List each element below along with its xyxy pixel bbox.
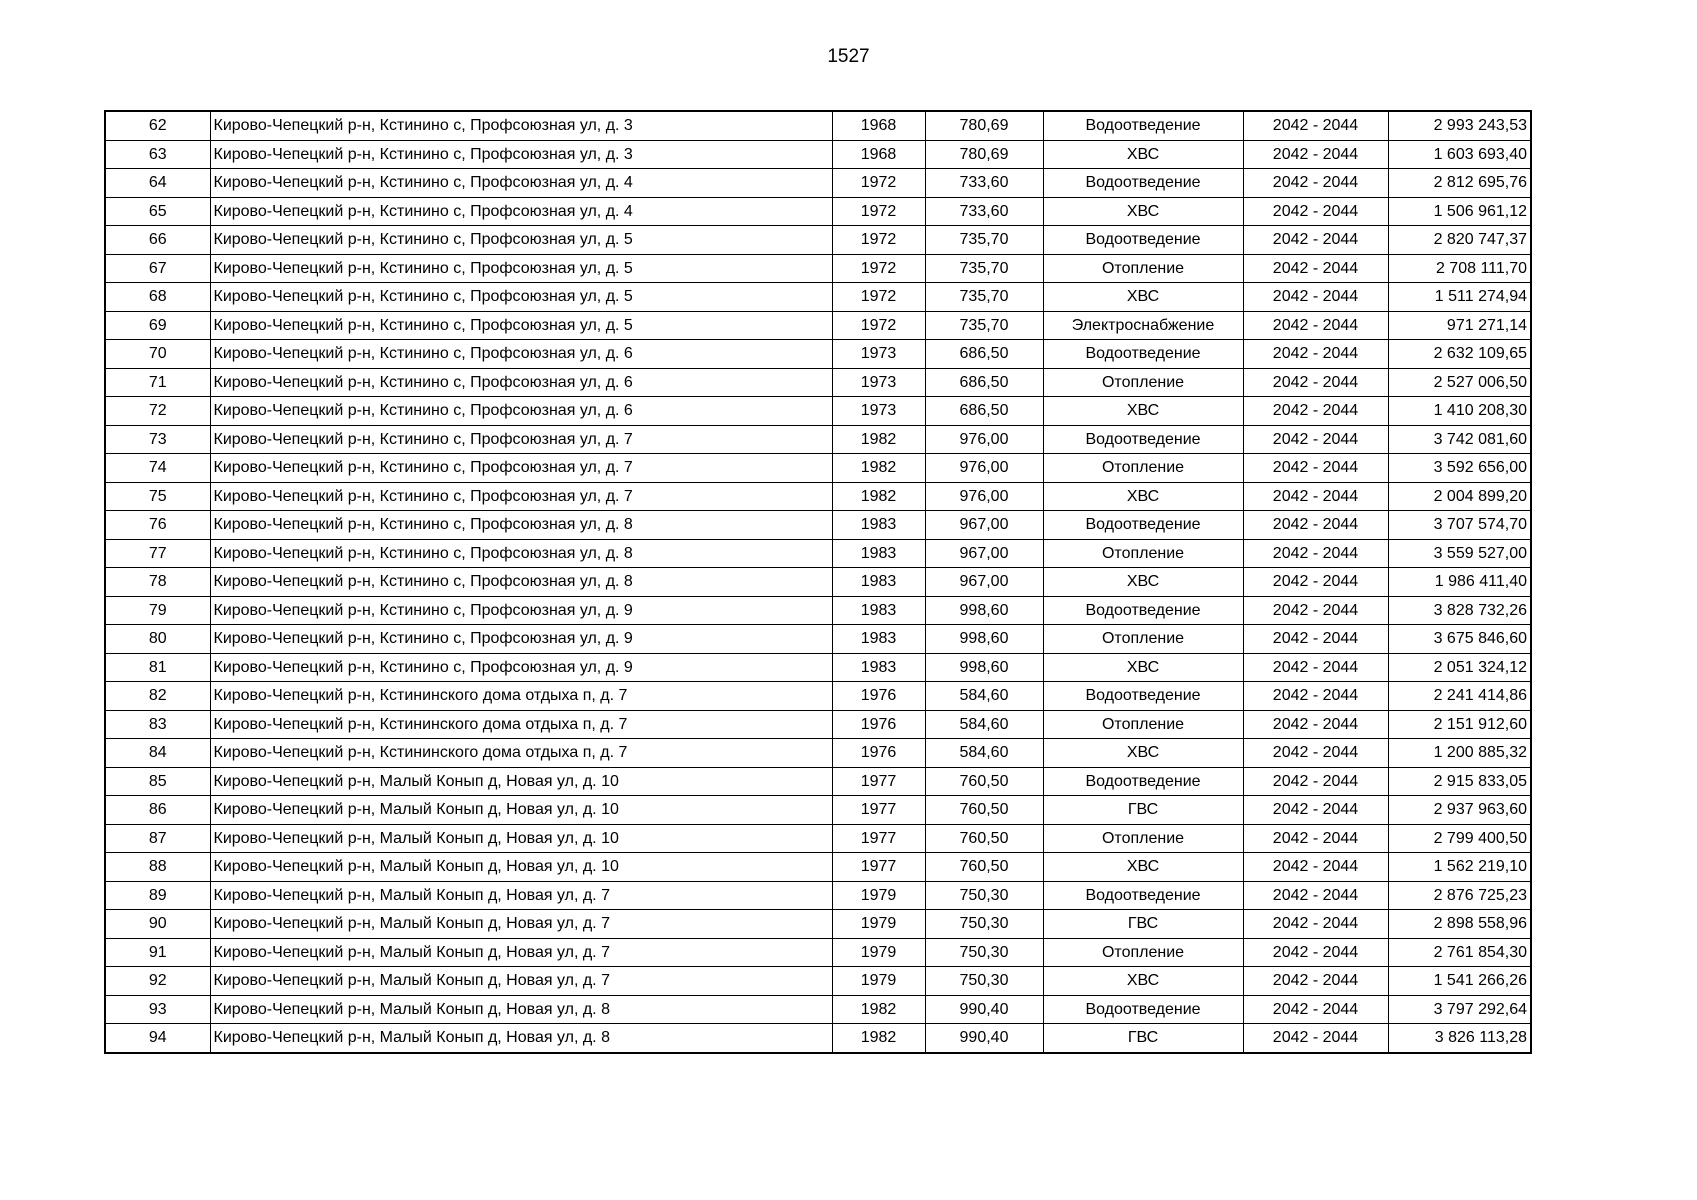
row-number-cell: 63 — [105, 140, 210, 169]
work-type-cell: ХВС — [1043, 397, 1243, 426]
cost-cell: 2 151 912,60 — [1388, 710, 1531, 739]
area-cell: 733,60 — [925, 169, 1043, 198]
table-row — [105, 596, 1531, 625]
table-row — [105, 1024, 1531, 1053]
area-cell: 735,70 — [925, 283, 1043, 312]
area-cell: 760,50 — [925, 796, 1043, 825]
work-type-cell: Водоотведение — [1043, 111, 1243, 140]
area-cell: 584,60 — [925, 682, 1043, 711]
work-type-cell: Отопление — [1043, 625, 1243, 654]
period-cell: 2042 - 2044 — [1243, 568, 1388, 597]
row-number-cell: 79 — [105, 596, 210, 625]
address-cell: Кирово-Чепецкий р-н, Кстинино с, Профсоюзная ул, д. 5 — [210, 311, 832, 340]
row-number-cell: 86 — [105, 796, 210, 825]
address-cell: Кирово-Чепецкий р-н, Кстинино с, Профсоюзная ул, д. 8 — [210, 568, 832, 597]
table-row — [105, 425, 1531, 454]
cost-cell: 2 051 324,12 — [1388, 653, 1531, 682]
work-type-cell: Водоотведение — [1043, 596, 1243, 625]
work-type-cell: ХВС — [1043, 739, 1243, 768]
area-cell: 584,60 — [925, 739, 1043, 768]
row-number-cell: 72 — [105, 397, 210, 426]
build-year-cell: 1983 — [832, 539, 925, 568]
address-cell: Кирово-Чепецкий р-н, Кстинино с, Профсоюзная ул, д. 4 — [210, 197, 832, 226]
row-number-cell: 92 — [105, 967, 210, 996]
build-year-cell: 1982 — [832, 1024, 925, 1053]
area-cell: 760,50 — [925, 853, 1043, 882]
period-cell: 2042 - 2044 — [1243, 454, 1388, 483]
address-cell: Кирово-Чепецкий р-н, Кстинино с, Профсоюзная ул, д. 8 — [210, 511, 832, 540]
area-cell: 584,60 — [925, 710, 1043, 739]
area-cell: 976,00 — [925, 425, 1043, 454]
cost-cell: 2 799 400,50 — [1388, 824, 1531, 853]
area-cell: 760,50 — [925, 767, 1043, 796]
work-type-cell: Водоотведение — [1043, 995, 1243, 1024]
build-year-cell: 1983 — [832, 625, 925, 654]
cost-cell: 1 511 274,94 — [1388, 283, 1531, 312]
table-row — [105, 254, 1531, 283]
build-year-cell: 1983 — [832, 596, 925, 625]
build-year-cell: 1977 — [832, 796, 925, 825]
table-row — [105, 226, 1531, 255]
cost-cell: 2 915 833,05 — [1388, 767, 1531, 796]
cost-cell: 3 742 081,60 — [1388, 425, 1531, 454]
period-cell: 2042 - 2044 — [1243, 140, 1388, 169]
table-body — [105, 111, 1531, 1053]
table-row — [105, 796, 1531, 825]
address-cell: Кирово-Чепецкий р-н, Малый Конып д, Новая ул, д. 10 — [210, 796, 832, 825]
address-cell: Кирово-Чепецкий р-н, Кстинино с, Профсоюзная ул, д. 7 — [210, 425, 832, 454]
area-cell: 967,00 — [925, 539, 1043, 568]
table-row — [105, 767, 1531, 796]
table-row — [105, 853, 1531, 882]
table-row — [105, 283, 1531, 312]
period-cell: 2042 - 2044 — [1243, 739, 1388, 768]
area-cell: 735,70 — [925, 226, 1043, 255]
period-cell: 2042 - 2044 — [1243, 111, 1388, 140]
address-cell: Кирово-Чепецкий р-н, Малый Конып д, Новая ул, д. 8 — [210, 1024, 832, 1053]
period-cell: 2042 - 2044 — [1243, 853, 1388, 882]
table-row — [105, 539, 1531, 568]
work-type-cell: Водоотведение — [1043, 881, 1243, 910]
period-cell: 2042 - 2044 — [1243, 511, 1388, 540]
build-year-cell: 1977 — [832, 853, 925, 882]
period-cell: 2042 - 2044 — [1243, 226, 1388, 255]
address-cell: Кирово-Чепецкий р-н, Кстинино с, Профсоюзная ул, д. 9 — [210, 625, 832, 654]
row-number-cell: 88 — [105, 853, 210, 882]
build-year-cell: 1972 — [832, 311, 925, 340]
area-cell: 733,60 — [925, 197, 1043, 226]
period-cell: 2042 - 2044 — [1243, 910, 1388, 939]
cost-cell: 3 675 846,60 — [1388, 625, 1531, 654]
work-type-cell: Водоотведение — [1043, 226, 1243, 255]
period-cell: 2042 - 2044 — [1243, 710, 1388, 739]
cost-cell: 2 993 243,53 — [1388, 111, 1531, 140]
address-cell: Кирово-Чепецкий р-н, Малый Конып д, Новая ул, д. 10 — [210, 824, 832, 853]
area-cell: 686,50 — [925, 340, 1043, 369]
period-cell: 2042 - 2044 — [1243, 311, 1388, 340]
address-cell: Кирово-Чепецкий р-н, Кстинино с, Профсоюзная ул, д. 7 — [210, 482, 832, 511]
table-row — [105, 824, 1531, 853]
repair-schedule-table — [104, 110, 1532, 1054]
period-cell: 2042 - 2044 — [1243, 625, 1388, 654]
work-type-cell: Отопление — [1043, 368, 1243, 397]
table-row — [105, 454, 1531, 483]
address-cell: Кирово-Чепецкий р-н, Кстинино с, Профсоюзная ул, д. 6 — [210, 397, 832, 426]
cost-cell: 1 541 266,26 — [1388, 967, 1531, 996]
row-number-cell: 82 — [105, 682, 210, 711]
area-cell: 976,00 — [925, 482, 1043, 511]
row-number-cell: 89 — [105, 881, 210, 910]
area-cell: 990,40 — [925, 995, 1043, 1024]
area-cell: 998,60 — [925, 596, 1043, 625]
build-year-cell: 1983 — [832, 511, 925, 540]
table-row — [105, 482, 1531, 511]
period-cell: 2042 - 2044 — [1243, 539, 1388, 568]
cost-cell: 1 986 411,40 — [1388, 568, 1531, 597]
address-cell: Кирово-Чепецкий р-н, Кстининского дома отдыха п, д. 7 — [210, 682, 832, 711]
area-cell: 750,30 — [925, 881, 1043, 910]
row-number-cell: 94 — [105, 1024, 210, 1053]
row-number-cell: 70 — [105, 340, 210, 369]
table-row — [105, 197, 1531, 226]
work-type-cell: ХВС — [1043, 853, 1243, 882]
area-cell: 780,69 — [925, 111, 1043, 140]
work-type-cell: ХВС — [1043, 482, 1243, 511]
area-cell: 735,70 — [925, 254, 1043, 283]
table-row — [105, 311, 1531, 340]
table-row — [105, 653, 1531, 682]
period-cell: 2042 - 2044 — [1243, 1024, 1388, 1053]
build-year-cell: 1976 — [832, 710, 925, 739]
address-cell: Кирово-Чепецкий р-н, Малый Конып д, Новая ул, д. 8 — [210, 995, 832, 1024]
build-year-cell: 1972 — [832, 254, 925, 283]
address-cell: Кирово-Чепецкий р-н, Кстинино с, Профсоюзная ул, д. 4 — [210, 169, 832, 198]
period-cell: 2042 - 2044 — [1243, 796, 1388, 825]
address-cell: Кирово-Чепецкий р-н, Кстинино с, Профсоюзная ул, д. 9 — [210, 596, 832, 625]
row-number-cell: 64 — [105, 169, 210, 198]
table-row — [105, 967, 1531, 996]
address-cell: Кирово-Чепецкий р-н, Кстинино с, Профсоюзная ул, д. 5 — [210, 254, 832, 283]
cost-cell: 2 937 963,60 — [1388, 796, 1531, 825]
row-number-cell: 66 — [105, 226, 210, 255]
work-type-cell: ХВС — [1043, 140, 1243, 169]
cost-cell: 2 241 414,86 — [1388, 682, 1531, 711]
build-year-cell: 1983 — [832, 653, 925, 682]
cost-cell: 3 797 292,64 — [1388, 995, 1531, 1024]
row-number-cell: 69 — [105, 311, 210, 340]
work-type-cell: Отопление — [1043, 824, 1243, 853]
build-year-cell: 1973 — [832, 340, 925, 369]
period-cell: 2042 - 2044 — [1243, 254, 1388, 283]
row-number-cell: 87 — [105, 824, 210, 853]
work-type-cell: Водоотведение — [1043, 425, 1243, 454]
area-cell: 686,50 — [925, 368, 1043, 397]
row-number-cell: 93 — [105, 995, 210, 1024]
row-number-cell: 62 — [105, 111, 210, 140]
cost-cell: 2 632 109,65 — [1388, 340, 1531, 369]
work-type-cell: Отопление — [1043, 539, 1243, 568]
work-type-cell: ХВС — [1043, 197, 1243, 226]
period-cell: 2042 - 2044 — [1243, 653, 1388, 682]
period-cell: 2042 - 2044 — [1243, 169, 1388, 198]
address-cell: Кирово-Чепецкий р-н, Малый Конып д, Новая ул, д. 10 — [210, 767, 832, 796]
row-number-cell: 83 — [105, 710, 210, 739]
area-cell: 780,69 — [925, 140, 1043, 169]
work-type-cell: ГВС — [1043, 796, 1243, 825]
table-row — [105, 368, 1531, 397]
row-number-cell: 76 — [105, 511, 210, 540]
area-cell: 750,30 — [925, 967, 1043, 996]
table-row — [105, 995, 1531, 1024]
row-number-cell: 74 — [105, 454, 210, 483]
row-number-cell: 91 — [105, 938, 210, 967]
table-row — [105, 625, 1531, 654]
address-cell: Кирово-Чепецкий р-н, Кстинино с, Профсоюзная ул, д. 6 — [210, 368, 832, 397]
row-number-cell: 80 — [105, 625, 210, 654]
address-cell: Кирово-Чепецкий р-н, Кстинино с, Профсоюзная ул, д. 3 — [210, 111, 832, 140]
cost-cell: 3 826 113,28 — [1388, 1024, 1531, 1053]
work-type-cell: Водоотведение — [1043, 767, 1243, 796]
period-cell: 2042 - 2044 — [1243, 824, 1388, 853]
row-number-cell: 90 — [105, 910, 210, 939]
address-cell: Кирово-Чепецкий р-н, Кстинино с, Профсоюзная ул, д. 6 — [210, 340, 832, 369]
build-year-cell: 1979 — [832, 967, 925, 996]
cost-cell: 3 707 574,70 — [1388, 511, 1531, 540]
area-cell: 760,50 — [925, 824, 1043, 853]
area-cell: 998,60 — [925, 625, 1043, 654]
period-cell: 2042 - 2044 — [1243, 340, 1388, 369]
area-cell: 750,30 — [925, 938, 1043, 967]
cost-cell: 3 559 527,00 — [1388, 539, 1531, 568]
build-year-cell: 1977 — [832, 824, 925, 853]
period-cell: 2042 - 2044 — [1243, 482, 1388, 511]
build-year-cell: 1968 — [832, 140, 925, 169]
row-number-cell: 65 — [105, 197, 210, 226]
row-number-cell: 71 — [105, 368, 210, 397]
build-year-cell: 1982 — [832, 995, 925, 1024]
build-year-cell: 1979 — [832, 881, 925, 910]
work-type-cell: Водоотведение — [1043, 511, 1243, 540]
row-number-cell: 78 — [105, 568, 210, 597]
table-row — [105, 140, 1531, 169]
build-year-cell: 1972 — [832, 169, 925, 198]
row-number-cell: 67 — [105, 254, 210, 283]
area-cell: 990,40 — [925, 1024, 1043, 1053]
build-year-cell: 1979 — [832, 938, 925, 967]
cost-cell: 1 562 219,10 — [1388, 853, 1531, 882]
cost-cell: 1 603 693,40 — [1388, 140, 1531, 169]
table-row — [105, 397, 1531, 426]
work-type-cell: ХВС — [1043, 283, 1243, 312]
table-row — [105, 938, 1531, 967]
period-cell: 2042 - 2044 — [1243, 197, 1388, 226]
address-cell: Кирово-Чепецкий р-н, Кстинино с, Профсоюзная ул, д. 3 — [210, 140, 832, 169]
address-cell: Кирово-Чепецкий р-н, Кстинино с, Профсоюзная ул, д. 8 — [210, 539, 832, 568]
address-cell: Кирово-Чепецкий р-н, Малый Конып д, Новая ул, д. 7 — [210, 910, 832, 939]
cost-cell: 2 761 854,30 — [1388, 938, 1531, 967]
work-type-cell: ГВС — [1043, 910, 1243, 939]
table-row — [105, 881, 1531, 910]
address-cell: Кирово-Чепецкий р-н, Малый Конып д, Новая ул, д. 10 — [210, 853, 832, 882]
period-cell: 2042 - 2044 — [1243, 283, 1388, 312]
address-cell: Кирово-Чепецкий р-н, Кстинино с, Профсоюзная ул, д. 9 — [210, 653, 832, 682]
work-type-cell: ХВС — [1043, 653, 1243, 682]
table-row — [105, 710, 1531, 739]
table-row — [105, 739, 1531, 768]
build-year-cell: 1972 — [832, 197, 925, 226]
period-cell: 2042 - 2044 — [1243, 767, 1388, 796]
build-year-cell: 1973 — [832, 368, 925, 397]
table-row — [105, 910, 1531, 939]
area-cell: 686,50 — [925, 397, 1043, 426]
table-row — [105, 111, 1531, 140]
cost-cell: 2 004 899,20 — [1388, 482, 1531, 511]
address-cell: Кирово-Чепецкий р-н, Малый Конып д, Новая ул, д. 7 — [210, 938, 832, 967]
build-year-cell: 1972 — [832, 283, 925, 312]
build-year-cell: 1983 — [832, 568, 925, 597]
period-cell: 2042 - 2044 — [1243, 682, 1388, 711]
period-cell: 2042 - 2044 — [1243, 425, 1388, 454]
area-cell: 998,60 — [925, 653, 1043, 682]
period-cell: 2042 - 2044 — [1243, 881, 1388, 910]
area-cell: 967,00 — [925, 568, 1043, 597]
area-cell: 976,00 — [925, 454, 1043, 483]
cost-cell: 971 271,14 — [1388, 311, 1531, 340]
cost-cell: 2 876 725,23 — [1388, 881, 1531, 910]
cost-cell: 1 410 208,30 — [1388, 397, 1531, 426]
build-year-cell: 1982 — [832, 482, 925, 511]
period-cell: 2042 - 2044 — [1243, 967, 1388, 996]
cost-cell: 1 506 961,12 — [1388, 197, 1531, 226]
cost-cell: 3 592 656,00 — [1388, 454, 1531, 483]
build-year-cell: 1972 — [832, 226, 925, 255]
address-cell: Кирово-Чепецкий р-н, Малый Конып д, Новая ул, д. 7 — [210, 881, 832, 910]
build-year-cell: 1982 — [832, 425, 925, 454]
cost-cell: 2 708 111,70 — [1388, 254, 1531, 283]
table-row — [105, 169, 1531, 198]
cost-cell: 2 527 006,50 — [1388, 368, 1531, 397]
table-row — [105, 340, 1531, 369]
address-cell: Кирово-Чепецкий р-н, Кстинино с, Профсоюзная ул, д. 5 — [210, 283, 832, 312]
area-cell: 967,00 — [925, 511, 1043, 540]
address-cell: Кирово-Чепецкий р-н, Кстининского дома отдыха п, д. 7 — [210, 739, 832, 768]
work-type-cell: Водоотведение — [1043, 340, 1243, 369]
period-cell: 2042 - 2044 — [1243, 596, 1388, 625]
cost-cell: 3 828 732,26 — [1388, 596, 1531, 625]
build-year-cell: 1976 — [832, 682, 925, 711]
row-number-cell: 68 — [105, 283, 210, 312]
period-cell: 2042 - 2044 — [1243, 995, 1388, 1024]
work-type-cell: Отопление — [1043, 454, 1243, 483]
row-number-cell: 84 — [105, 739, 210, 768]
table-row — [105, 682, 1531, 711]
work-type-cell: ХВС — [1043, 967, 1243, 996]
page-number: 1527 — [827, 46, 870, 67]
build-year-cell: 1968 — [832, 111, 925, 140]
build-year-cell: 1982 — [832, 454, 925, 483]
cost-cell: 2 812 695,76 — [1388, 169, 1531, 198]
work-type-cell: Отопление — [1043, 254, 1243, 283]
work-type-cell: Отопление — [1043, 938, 1243, 967]
address-cell: Кирово-Чепецкий р-н, Кстинино с, Профсоюзная ул, д. 7 — [210, 454, 832, 483]
build-year-cell: 1979 — [832, 910, 925, 939]
row-number-cell: 77 — [105, 539, 210, 568]
work-type-cell: Водоотведение — [1043, 682, 1243, 711]
address-cell: Кирово-Чепецкий р-н, Кстинино с, Профсоюзная ул, д. 5 — [210, 226, 832, 255]
table-row — [105, 511, 1531, 540]
row-number-cell: 85 — [105, 767, 210, 796]
row-number-cell: 75 — [105, 482, 210, 511]
row-number-cell: 81 — [105, 653, 210, 682]
address-cell: Кирово-Чепецкий р-н, Малый Конып д, Новая ул, д. 7 — [210, 967, 832, 996]
table-row — [105, 568, 1531, 597]
build-year-cell: 1973 — [832, 397, 925, 426]
work-type-cell: Отопление — [1043, 710, 1243, 739]
period-cell: 2042 - 2044 — [1243, 938, 1388, 967]
row-number-cell: 73 — [105, 425, 210, 454]
period-cell: 2042 - 2044 — [1243, 397, 1388, 426]
area-cell: 750,30 — [925, 910, 1043, 939]
cost-cell: 2 820 747,37 — [1388, 226, 1531, 255]
build-year-cell: 1977 — [832, 767, 925, 796]
period-cell: 2042 - 2044 — [1243, 368, 1388, 397]
work-type-cell: ХВС — [1043, 568, 1243, 597]
work-type-cell: Водоотведение — [1043, 169, 1243, 198]
work-type-cell: ГВС — [1043, 1024, 1243, 1053]
address-cell: Кирово-Чепецкий р-н, Кстининского дома отдыха п, д. 7 — [210, 710, 832, 739]
cost-cell: 1 200 885,32 — [1388, 739, 1531, 768]
area-cell: 735,70 — [925, 311, 1043, 340]
cost-cell: 2 898 558,96 — [1388, 910, 1531, 939]
build-year-cell: 1976 — [832, 739, 925, 768]
work-type-cell: Электроснабжение — [1043, 311, 1243, 340]
